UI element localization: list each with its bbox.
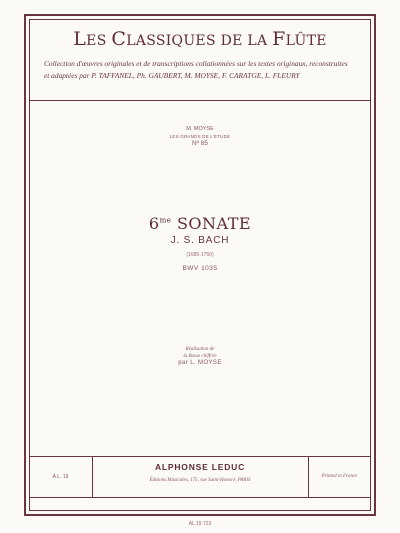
- plate-number: AL 19 723: [188, 521, 212, 527]
- work-title: [100, 214, 300, 233]
- description-line: et adaptées par P. TAFFANEL, Ph. GAUBERT, M. MOYSE, F. CARATGE, L. FLEURY: [44, 71, 300, 80]
- realisation-author: par L. MOYSE: [178, 360, 222, 366]
- collection-description: [44, 58, 356, 82]
- publisher-address: Éditions Musicales, 175, rue Saint-Honoré, PARIS: [149, 478, 251, 483]
- composer-dates: (1685-1750): [186, 252, 214, 258]
- series-title-part: LÛTE: [285, 33, 327, 49]
- realisation-line: Réalisation de: [185, 347, 215, 352]
- work-title-text: SONATE: [176, 214, 252, 233]
- catalog-number: BWV 1035: [182, 265, 218, 272]
- series-title-part: F: [272, 28, 286, 50]
- series-title-part: L: [73, 28, 87, 50]
- description-line: Collection d'œuvres originales et de transcriptions collationnées sur les textes originaux, reconstruites: [44, 59, 348, 68]
- editor-number: Nº 85: [191, 140, 209, 147]
- editor-subtitle: LES GRANDS DE L'ÉTUDE: [169, 134, 231, 139]
- footer-catalog-code: A.L. 19: [52, 474, 69, 480]
- realisation-credit: [140, 346, 260, 367]
- work-ordinal: 6: [148, 214, 160, 233]
- series-title-part: LASSIQUES DE LA: [126, 33, 273, 49]
- printed-in: Printed in France: [321, 474, 358, 479]
- series-title: [29, 28, 371, 50]
- series-title-part: C: [111, 28, 127, 50]
- publisher-name: ALPHONSE LEDUC: [154, 462, 246, 472]
- footer-divider-left: [92, 456, 93, 498]
- editor-block: [150, 126, 250, 156]
- work-ordinal-suffix: me: [159, 216, 172, 225]
- realisation-line: la Basse chiffrée: [183, 354, 217, 359]
- editor-name: M. MOYSE: [186, 126, 214, 132]
- series-title-part: ES: [86, 33, 112, 49]
- composer-name: J. S. BACH: [170, 235, 230, 246]
